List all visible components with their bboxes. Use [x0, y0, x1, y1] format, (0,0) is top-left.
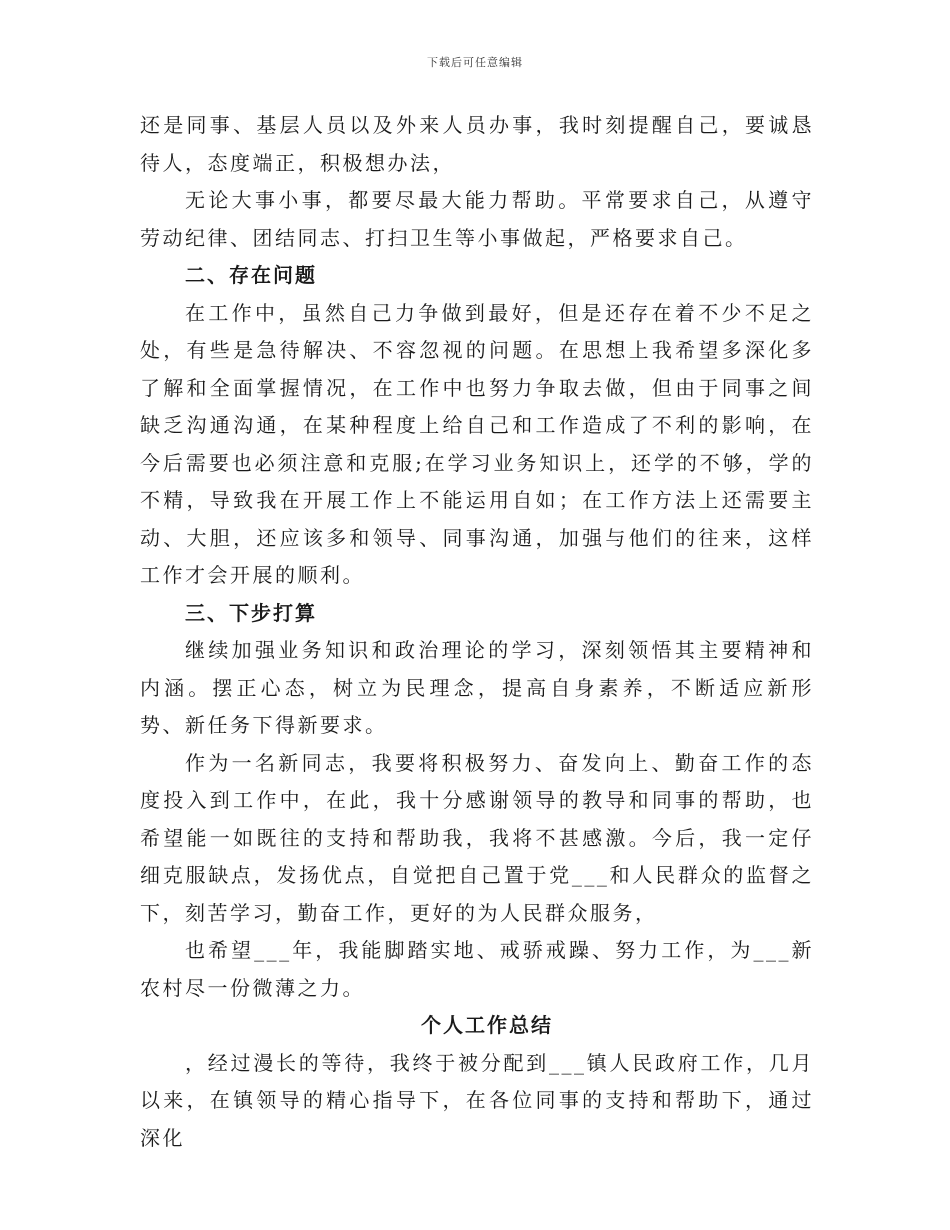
document-body — [140, 107, 814, 1157]
document-title: 个人工作总结 — [421, 1013, 553, 1037]
paragraph-new-comrade: 作为一名新同志，我要将积极努力、奋发向上、勤奋工作的态度投入到工作中，在此，我十分感谢领导的教导和同事的帮助，也希望能一如既往的支持和帮助我，我将不甚感激。今后，我一定仔细克服缺点，发扬优点，自觉把自己置于党___和人民群众的监督之下，刻苦学习，勤奋工作，更好的为人民群众服务， — [140, 750, 814, 925]
paragraph-continuation: 还是同事、基层人员以及外来人员办事，我时刻提醒自己，要诚恳待人，态度端正，积极想办法， — [140, 113, 814, 175]
page-header: 下载后可任意编辑 — [427, 56, 523, 69]
paragraph-hope: 也希望___年，我能脚踏实地、戒骄戒躁、努力工作，为___新农村尽一份微薄之力。 — [140, 938, 814, 1000]
paragraph-help: 无论大事小事，都要尽最大能力帮助。平常要求自己，从遵守劳动纪律、团结同志、打扫卫生等小事做起，严格要求自己。 — [140, 188, 814, 250]
paragraph-plans: 继续加强业务知识和政治理论的学习，深刻领悟其主要精神和内涵。摆正心态，树立为民理念，提高自身素养，不断适应新形势、新任务下得新要求。 — [140, 638, 814, 737]
paragraph-intro: ，经过漫长的等待，我终于被分配到___镇人民政府工作，几月以来，在镇领导的精心指导下，在各位同事的支持和帮助下，通过深化 — [140, 1050, 814, 1150]
section-heading-plans: 三、下步打算 — [185, 600, 317, 625]
paragraph-problems: 在工作中，虽然自己力争做到最好，但是还存在着不少不足之处，有些是急待解决、不容忽视的问题。在思想上我希望多深化多了解和全面掌握情况，在工作中也努力争取去做，但由于同事之间缺乏沟通沟通，在某种程度上给自己和工作造成了不利的影响，在今后需要也必须注意和克服;在学习业务知识上，还学的不够，学的不精，导致我在开展工作上不能运用自如；在工作方法上还需要主动、大胆，还应该多和领导、同事沟通，加强与他们的往来，这样工作才会开展的顺利。 — [140, 300, 814, 587]
section-heading-problems: 二、存在问题 — [185, 263, 317, 287]
